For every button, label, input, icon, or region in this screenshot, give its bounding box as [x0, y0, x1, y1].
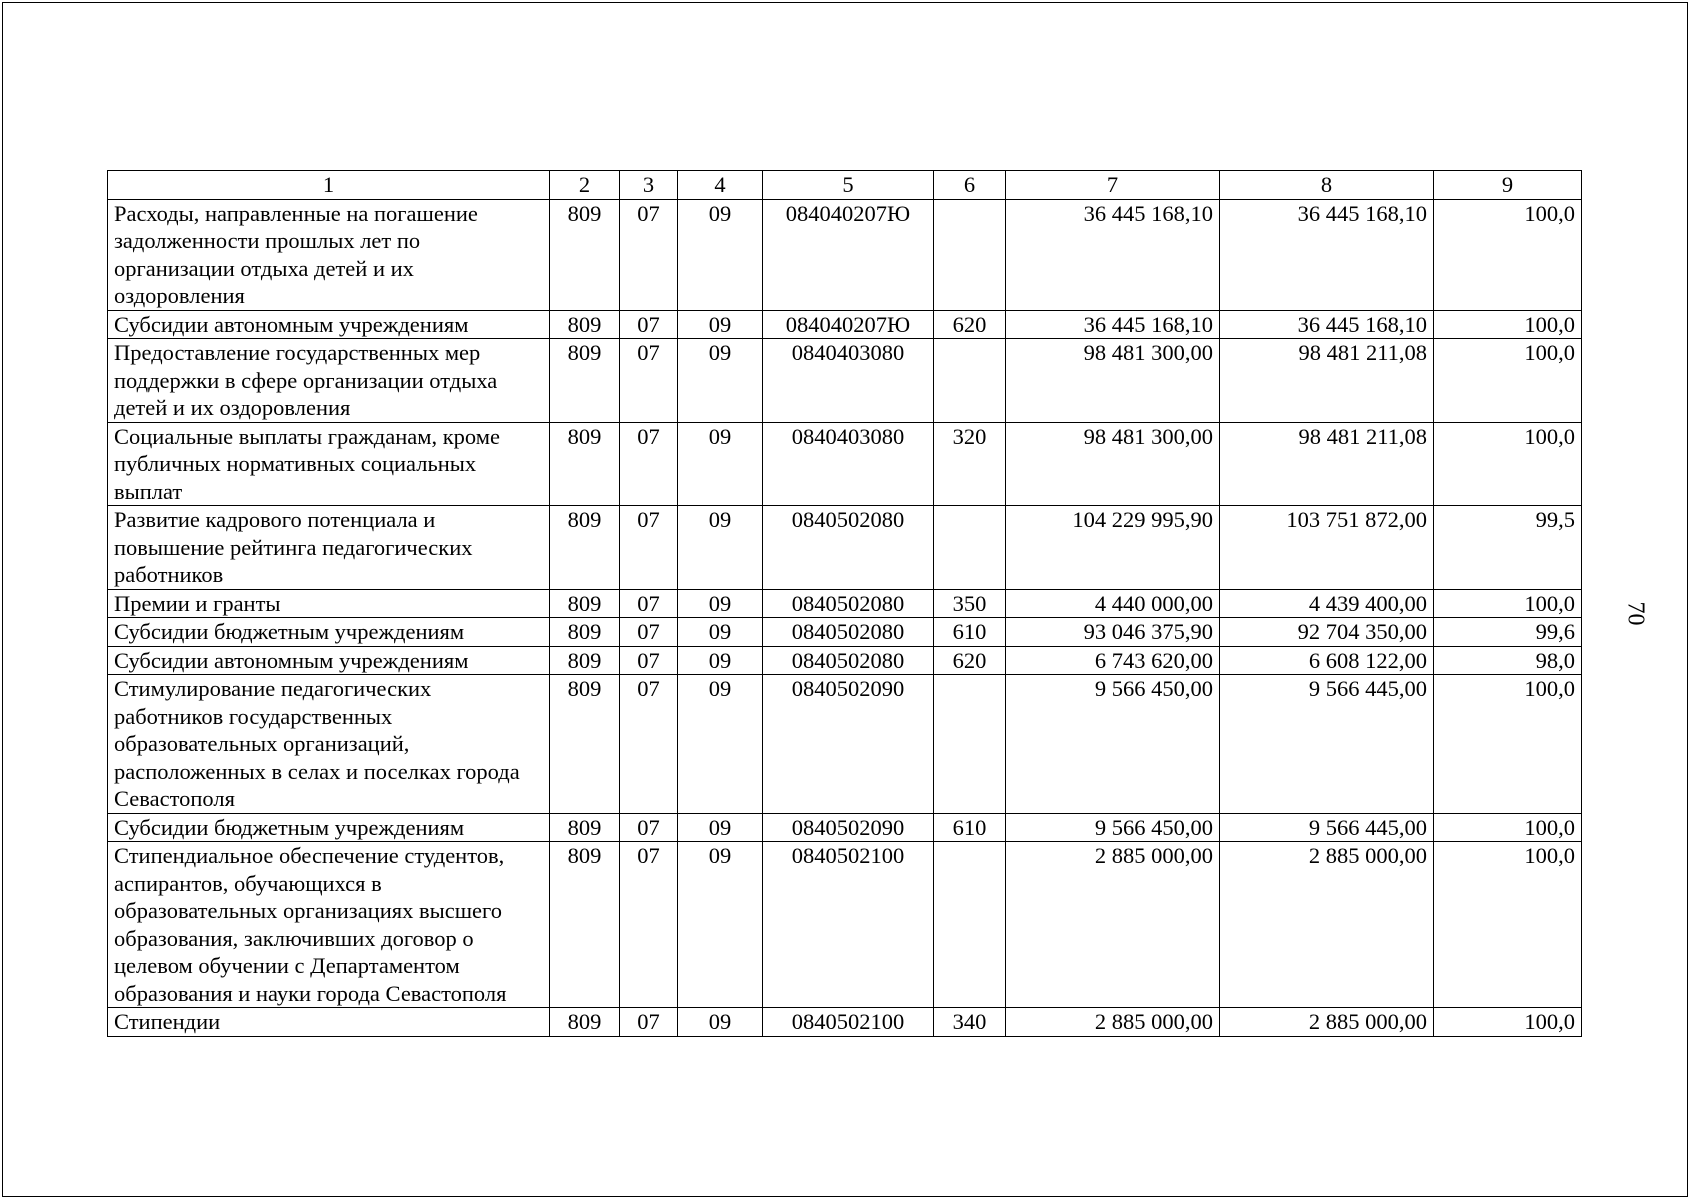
row-execution-percent: 100,0 [1434, 1008, 1582, 1037]
header-row [108, 171, 1582, 200]
row-subsection-code: 09 [678, 646, 763, 675]
row-ministry-code: 809 [550, 842, 620, 1008]
header-cell-6: 6 [934, 171, 1006, 200]
row-execution-percent: 100,0 [1434, 589, 1582, 618]
row-execution-percent: 100,0 [1434, 842, 1582, 1008]
row-target-article-code: 0840502090 [763, 675, 934, 814]
row-subsection-code: 09 [678, 506, 763, 590]
row-planned-amount: 2 885 000,00 [1006, 842, 1220, 1008]
row-description: Субсидии бюджетным учреждениям [108, 618, 550, 647]
header-cell-1: 1 [108, 171, 550, 200]
row-subsection-code: 09 [678, 199, 763, 310]
row-planned-amount: 93 046 375,90 [1006, 618, 1220, 647]
table-row [108, 199, 1582, 310]
row-expense-type-code [934, 842, 1006, 1008]
row-execution-percent: 100,0 [1434, 199, 1582, 310]
row-planned-amount: 98 481 300,00 [1006, 339, 1220, 423]
row-target-article-code: 0840502080 [763, 589, 934, 618]
row-planned-amount: 9 566 450,00 [1006, 813, 1220, 842]
row-section-code: 07 [620, 675, 678, 814]
row-section-code: 07 [620, 339, 678, 423]
row-ministry-code: 809 [550, 646, 620, 675]
table-row [108, 646, 1582, 675]
row-execution-percent: 99,6 [1434, 618, 1582, 647]
row-description: Субсидии автономным учреждениям [108, 646, 550, 675]
row-description: Социальные выплаты гражданам, кроме публичных нормативных социальных выплат [108, 422, 550, 506]
row-expense-type-code: 610 [934, 618, 1006, 647]
page-number: 70 [1622, 601, 1649, 626]
row-description: Стимулирование педагогических работников государственных образовательных организаций, расположенных в селах и поселках города Севастополя [108, 675, 550, 814]
row-ministry-code: 809 [550, 506, 620, 590]
row-expense-type-code [934, 675, 1006, 814]
header-cell-9: 9 [1434, 171, 1582, 200]
table-row [108, 813, 1582, 842]
header-cell-3: 3 [620, 171, 678, 200]
row-expense-type-code: 620 [934, 310, 1006, 339]
row-planned-amount: 6 743 620,00 [1006, 646, 1220, 675]
row-execution-percent: 99,5 [1434, 506, 1582, 590]
row-executed-amount: 36 445 168,10 [1220, 310, 1434, 339]
row-section-code: 07 [620, 199, 678, 310]
row-executed-amount: 2 885 000,00 [1220, 1008, 1434, 1037]
row-execution-percent: 100,0 [1434, 310, 1582, 339]
row-target-article-code: 0840502100 [763, 842, 934, 1008]
row-execution-percent: 100,0 [1434, 339, 1582, 423]
row-expense-type-code: 610 [934, 813, 1006, 842]
header-cell-8: 8 [1220, 171, 1434, 200]
budget-execution-table [107, 170, 1582, 1037]
row-executed-amount: 9 566 445,00 [1220, 675, 1434, 814]
row-ministry-code: 809 [550, 589, 620, 618]
row-planned-amount: 9 566 450,00 [1006, 675, 1220, 814]
row-description: Субсидии бюджетным учреждениям [108, 813, 550, 842]
row-subsection-code: 09 [678, 618, 763, 647]
row-expense-type-code [934, 199, 1006, 310]
row-ministry-code: 809 [550, 422, 620, 506]
row-section-code: 07 [620, 842, 678, 1008]
row-target-article-code: 0840502080 [763, 646, 934, 675]
row-section-code: 07 [620, 310, 678, 339]
table-row [108, 310, 1582, 339]
row-target-article-code: 0840502100 [763, 1008, 934, 1037]
row-execution-percent: 98,0 [1434, 646, 1582, 675]
header-cell-7: 7 [1006, 171, 1220, 200]
row-ministry-code: 809 [550, 339, 620, 423]
row-ministry-code: 809 [550, 675, 620, 814]
row-section-code: 07 [620, 506, 678, 590]
row-description: Премии и гранты [108, 589, 550, 618]
table-row [108, 339, 1582, 423]
table-row [108, 506, 1582, 590]
header-cell-5: 5 [763, 171, 934, 200]
row-subsection-code: 09 [678, 339, 763, 423]
row-expense-type-code: 350 [934, 589, 1006, 618]
row-subsection-code: 09 [678, 842, 763, 1008]
row-description: Расходы, направленные на погашение задолженности прошлых лет по организации отдыха детей и их оздоровления [108, 199, 550, 310]
row-executed-amount: 98 481 211,08 [1220, 422, 1434, 506]
row-expense-type-code [934, 339, 1006, 423]
row-subsection-code: 09 [678, 310, 763, 339]
row-subsection-code: 09 [678, 813, 763, 842]
row-ministry-code: 809 [550, 618, 620, 647]
row-section-code: 07 [620, 422, 678, 506]
row-section-code: 07 [620, 646, 678, 675]
row-ministry-code: 809 [550, 1008, 620, 1037]
row-target-article-code: 084040207Ю [763, 199, 934, 310]
row-execution-percent: 100,0 [1434, 675, 1582, 814]
row-subsection-code: 09 [678, 422, 763, 506]
table-row [108, 422, 1582, 506]
row-executed-amount: 4 439 400,00 [1220, 589, 1434, 618]
row-executed-amount: 92 704 350,00 [1220, 618, 1434, 647]
row-executed-amount: 6 608 122,00 [1220, 646, 1434, 675]
row-subsection-code: 09 [678, 675, 763, 814]
row-planned-amount: 36 445 168,10 [1006, 310, 1220, 339]
row-planned-amount: 36 445 168,10 [1006, 199, 1220, 310]
row-description: Предоставление государственных мер поддержки в сфере организации отдыха детей и их оздоровления [108, 339, 550, 423]
row-target-article-code: 0840502080 [763, 618, 934, 647]
row-section-code: 07 [620, 589, 678, 618]
row-execution-percent: 100,0 [1434, 422, 1582, 506]
table-row [108, 589, 1582, 618]
row-executed-amount: 103 751 872,00 [1220, 506, 1434, 590]
row-executed-amount: 9 566 445,00 [1220, 813, 1434, 842]
row-planned-amount: 98 481 300,00 [1006, 422, 1220, 506]
row-description: Стипендии [108, 1008, 550, 1037]
row-target-article-code: 0840502090 [763, 813, 934, 842]
row-description: Развитие кадрового потенциала и повышение рейтинга педагогических работников [108, 506, 550, 590]
row-target-article-code: 0840502080 [763, 506, 934, 590]
row-description: Стипендиальное обеспечение студентов, аспирантов, обучающихся в образовательных организациях высшего образования, заключивших договор о целевом обучении с Департаментом образования и науки города Севастополя [108, 842, 550, 1008]
row-target-article-code: 084040207Ю [763, 310, 934, 339]
table-row [108, 618, 1582, 647]
row-execution-percent: 100,0 [1434, 813, 1582, 842]
row-section-code: 07 [620, 813, 678, 842]
row-ministry-code: 809 [550, 199, 620, 310]
row-planned-amount: 4 440 000,00 [1006, 589, 1220, 618]
row-target-article-code: 0840403080 [763, 339, 934, 423]
row-ministry-code: 809 [550, 310, 620, 339]
table-row [108, 842, 1582, 1008]
row-target-article-code: 0840403080 [763, 422, 934, 506]
row-description: Субсидии автономным учреждениям [108, 310, 550, 339]
row-subsection-code: 09 [678, 589, 763, 618]
row-expense-type-code: 620 [934, 646, 1006, 675]
row-expense-type-code [934, 506, 1006, 590]
table-row [108, 675, 1582, 814]
row-executed-amount: 36 445 168,10 [1220, 199, 1434, 310]
table-row [108, 1008, 1582, 1037]
row-section-code: 07 [620, 618, 678, 647]
row-subsection-code: 09 [678, 1008, 763, 1037]
row-expense-type-code: 320 [934, 422, 1006, 506]
row-planned-amount: 104 229 995,90 [1006, 506, 1220, 590]
row-section-code: 07 [620, 1008, 678, 1037]
row-expense-type-code: 340 [934, 1008, 1006, 1037]
header-cell-4: 4 [678, 171, 763, 200]
row-executed-amount: 2 885 000,00 [1220, 842, 1434, 1008]
row-ministry-code: 809 [550, 813, 620, 842]
header-cell-2: 2 [550, 171, 620, 200]
row-planned-amount: 2 885 000,00 [1006, 1008, 1220, 1037]
row-executed-amount: 98 481 211,08 [1220, 339, 1434, 423]
